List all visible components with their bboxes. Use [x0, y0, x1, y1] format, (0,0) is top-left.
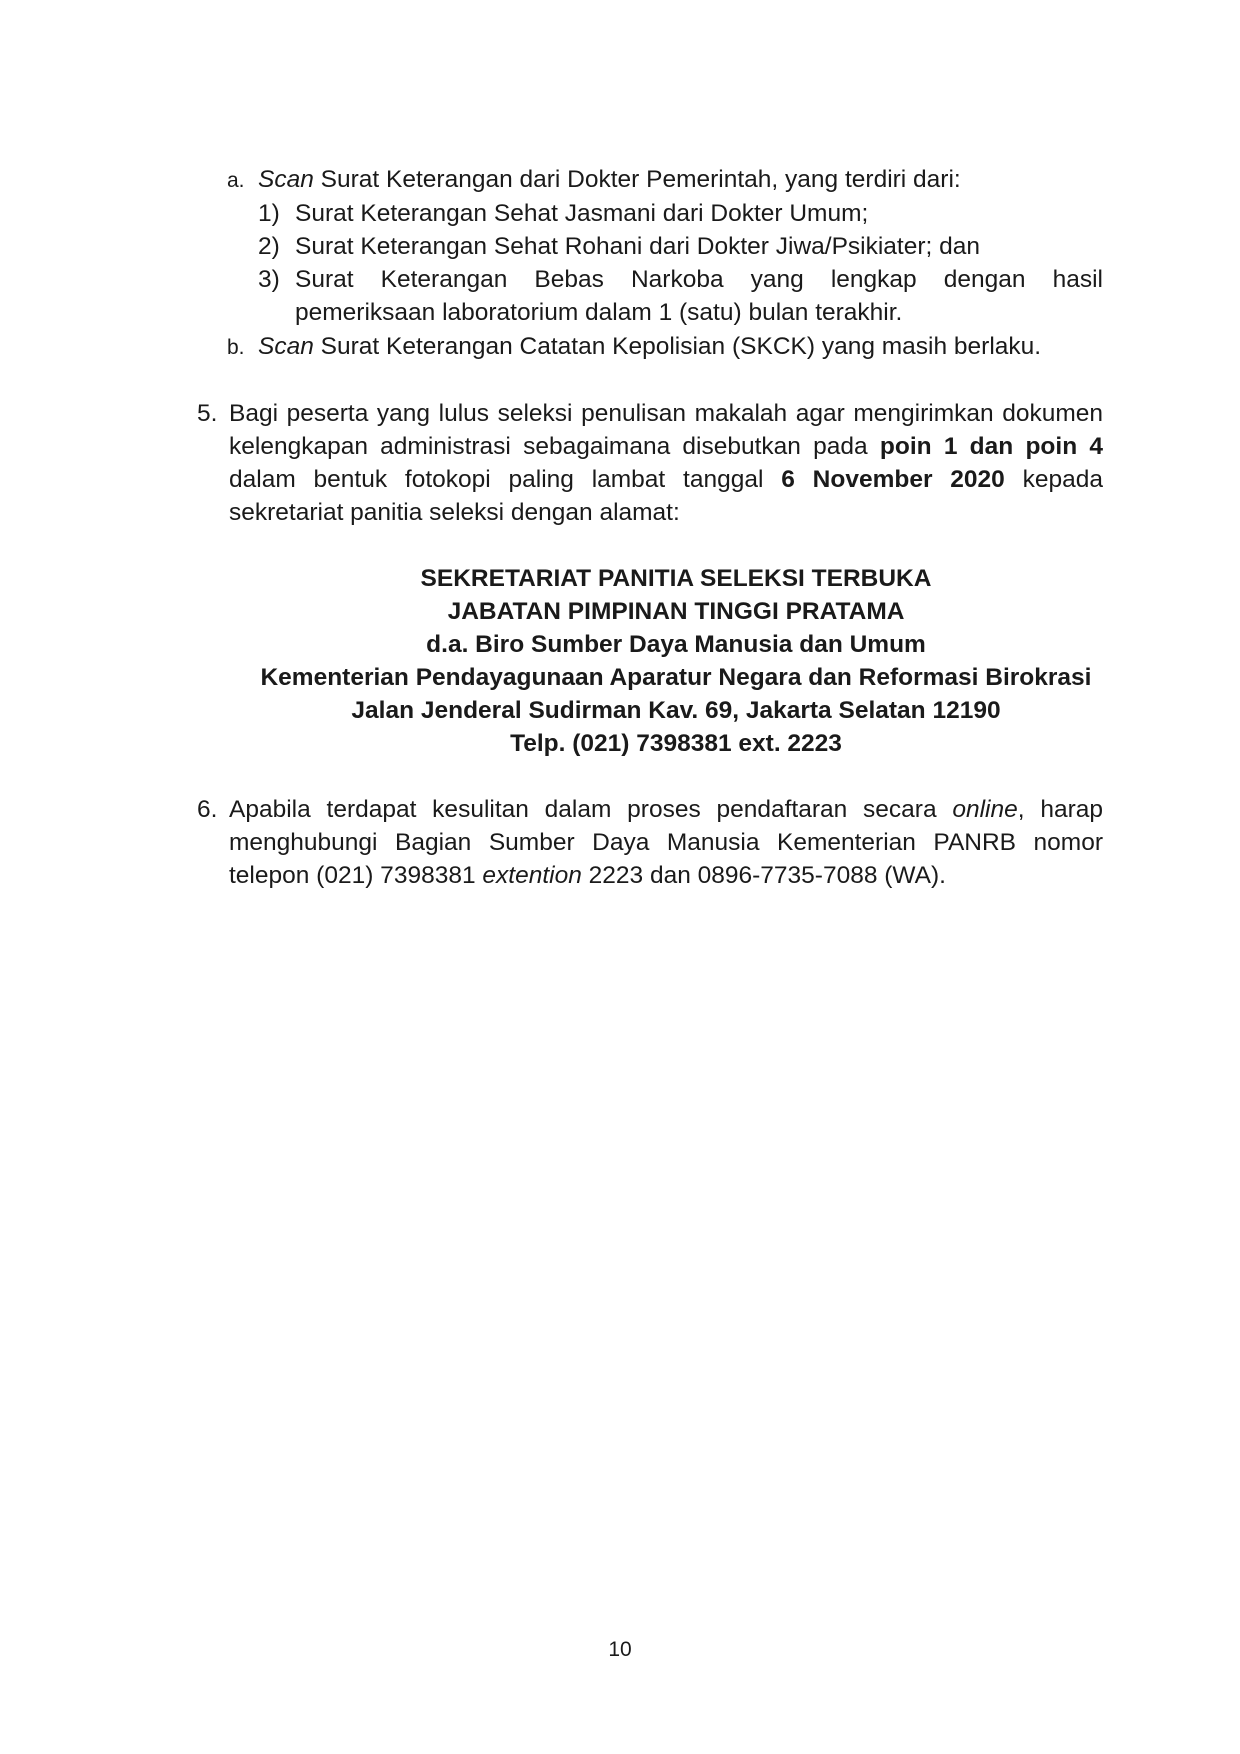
address-line-3: d.a. Biro Sumber Daya Manusia dan Umum	[426, 631, 926, 658]
item-a3-line2: pemeriksaan laboratorium dalam 1 (satu) bulan terakhir.	[295, 299, 903, 326]
deadline-date: 6 November 2020	[781, 466, 1005, 493]
item6-line1: Apabila terdapat kesulitan dalam proses pendaftaran secara online, harap	[229, 796, 1103, 823]
item-a1-text: Surat Keterangan Sehat Jasmani dari Dokter Umum;	[295, 200, 869, 227]
list-marker-5: 5.	[197, 400, 218, 427]
list-marker-b: b.	[227, 336, 245, 359]
address-line-5: Jalan Jenderal Sudirman Kav. 69, Jakarta Selatan 12190	[351, 697, 1001, 724]
list-marker-1: 1)	[258, 200, 280, 227]
address-line-6: Telp. (021) 7398381 ext. 2223	[510, 730, 842, 757]
list-marker-3: 3)	[258, 266, 280, 293]
item-a2-text: Surat Keterangan Sehat Rohani dari Dokter Jiwa/Psikiater; dan	[295, 233, 981, 260]
item5-line3: dalam bentuk fotokopi paling lambat tanggal 6 November 2020 kepada	[229, 466, 1103, 493]
online-word: online	[952, 796, 1018, 823]
item6-line3: telepon (021) 7398381 extention 2223 dan 0896-7735-7088 (WA).	[229, 862, 946, 889]
list-marker-a: a.	[227, 169, 245, 192]
address-line-2: JABATAN PIMPINAN TINGGI PRATAMA	[447, 598, 905, 625]
item-b-text: Scan Surat Keterangan Catatan Kepolisian (SKCK) yang masih berlaku.	[258, 333, 1042, 360]
item5-line2: kelengkapan administrasi sebagaimana disebutkan pada poin 1 dan poin 4	[229, 433, 1104, 460]
list-marker-2: 2)	[258, 233, 280, 260]
scan-word: Scan	[258, 166, 314, 193]
emphasis-points: poin 1 dan poin 4	[879, 433, 1104, 460]
item-a-text: Scan Surat Keterangan dari Dokter Pemerintah, yang terdiri dari:	[258, 166, 961, 193]
item-a3-line1: Surat Keterangan Bebas Narkoba yang lengkap dengan hasil	[295, 266, 1103, 293]
extention-word: extention	[482, 862, 582, 889]
item5-line4: sekretariat panitia seleksi dengan alamat:	[229, 499, 680, 526]
scan-word: Scan	[258, 333, 314, 360]
item5-line1: Bagi peserta yang lulus seleksi penulisan makalah agar mengirimkan dokumen	[229, 400, 1103, 427]
list-marker-6: 6.	[197, 796, 218, 823]
item6-line2: menghubungi Bagian Sumber Daya Manusia Kementerian PANRB nomor	[229, 829, 1103, 856]
address-line-1: SEKRETARIAT PANITIA SELEKSI TERBUKA	[420, 565, 932, 592]
address-line-4: Kementerian Pendayagunaan Aparatur Negara dan Reformasi Birokrasi	[260, 664, 1092, 691]
page-number: 10	[608, 1638, 632, 1661]
